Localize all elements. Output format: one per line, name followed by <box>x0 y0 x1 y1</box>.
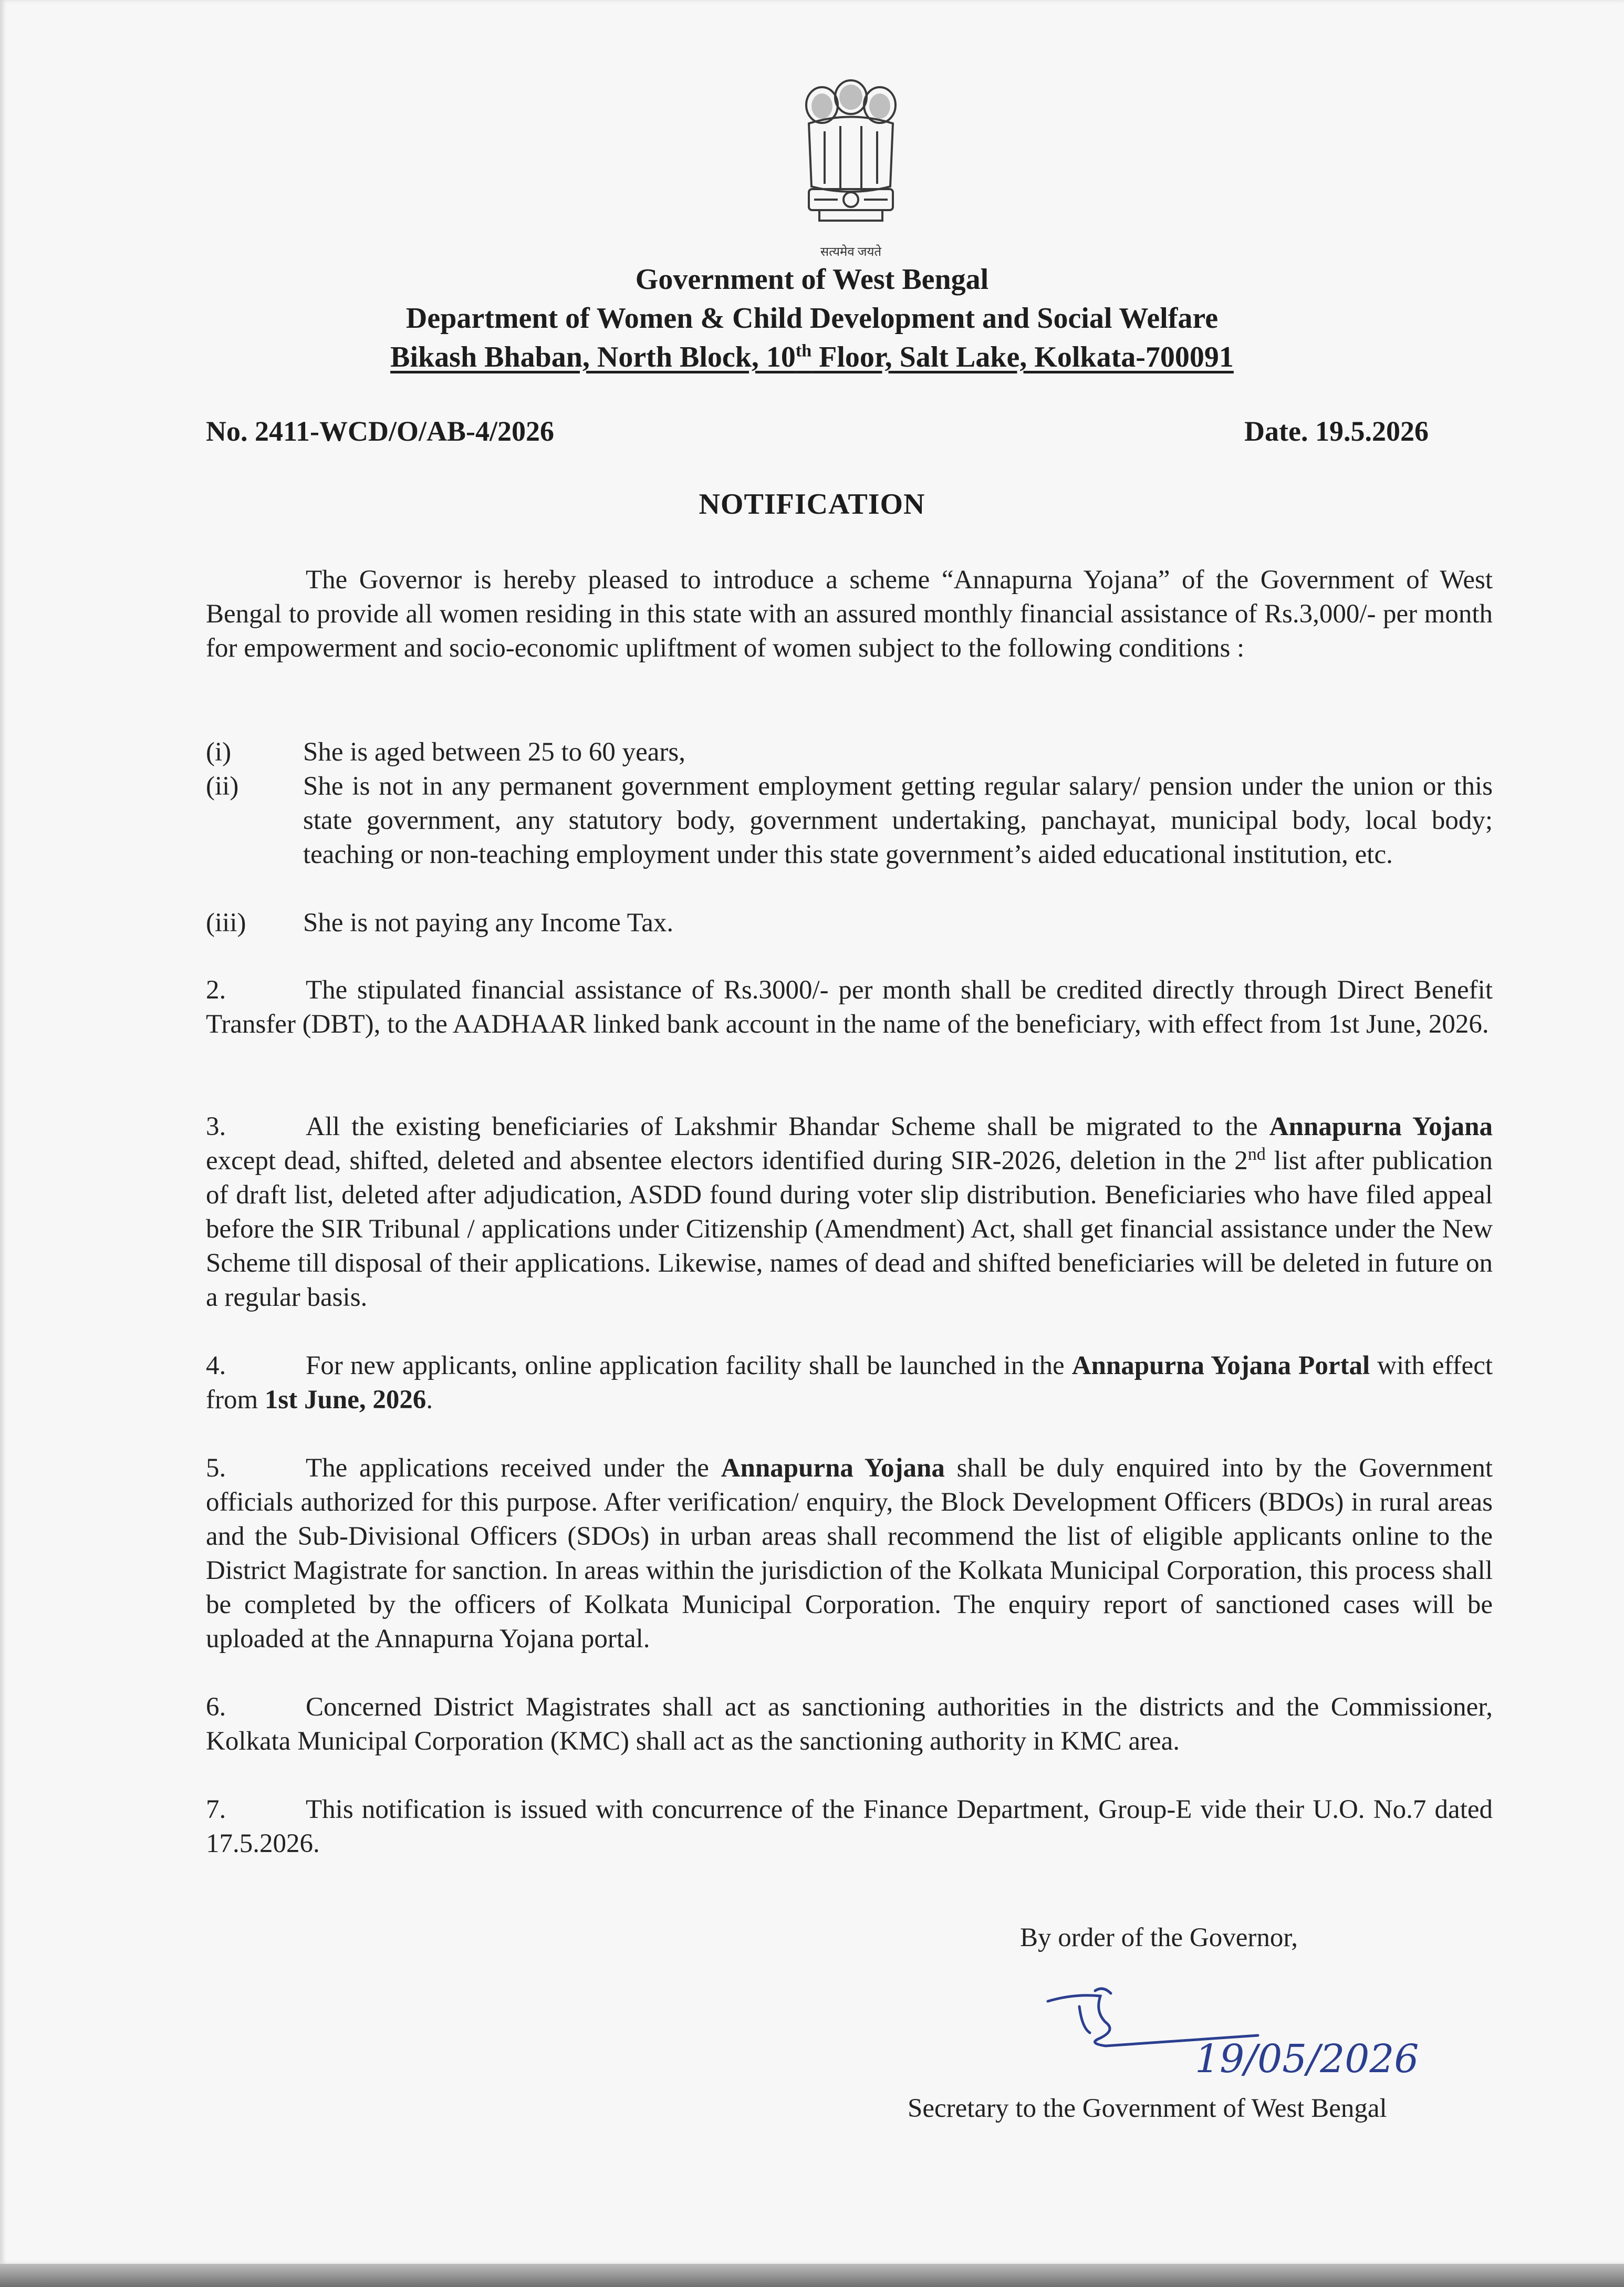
by-order-text: By order of the Governor, <box>1020 1923 1298 1952</box>
condition-item: (iii) She is not paying any Income Tax. <box>206 908 674 938</box>
paragraph-3: 3. All the existing beneficiaries of Lakshmir Bhandar Scheme shall be migrated to the Annapurna Yojana except dead, shifted, deleted and absentee electors identified during SIR-2026, deletion in the 2nd list after publication of draft list, deleted after adjudication, ASDD found during voter slip distribution. Beneficiaries who have filed appeal before the SIR Tribunal / applications under Citizenship (Amendment) Act, shall get financial assistance under the New Scheme till disposal of their applications. Likewise, names of dead and shifted beneficiaries will be deleted in future on a regular basis. <box>206 1112 1493 1312</box>
page-bottom-edge <box>0 2264 1624 2287</box>
paragraph-7: 7. This notification is issued with concurrence of the Finance Department, Group-E vide their U.O. No.7 dated 17.5.2026. <box>206 1795 1493 1858</box>
paragraph-2: 2. The stipulated financial assistance of Rs.3000/- per month shall be credited directly through Direct Benefit Transfer (DBT), to the AADHAAR linked bank account in the name of the beneficiary, with effect from 1st June, 2026. <box>206 975 1493 1039</box>
intro-paragraph: The Governor is hereby pleased to introduce a scheme “Annapurna Yojana” of the Government of West Bengal to provide all women residing in this state with an assured monthly financial assistance of Rs.3,000/- per month for empowerment and socio-economic upliftment of women subject to the following conditions : <box>206 565 1493 663</box>
condition-item: (i) She is aged between 25 to 60 years, <box>206 737 685 767</box>
government-name: Government of West Bengal <box>635 263 989 296</box>
notification-title: NOTIFICATION <box>699 488 925 521</box>
office-address: Bikash Bhaban, North Block, 10th Floor, Salt Lake, Kolkata-700091 <box>390 341 1234 373</box>
condition-item: (ii) She is not in any permanent government employment getting regular salary/ pension under the union or this state government, any statutory body, government undertaking, panchayat, municipal body, local body; teaching or non-teaching employment under this state government’s aided educational institution, etc. <box>206 772 1493 869</box>
memo-number: No. 2411-WCD/O/AB-4/2026 <box>206 415 555 447</box>
svg-text:19/05/2026: 19/05/2026 <box>1195 2036 1419 2082</box>
memo-date: Date. 19.5.2026 <box>1244 415 1429 447</box>
national-emblem-icon <box>788 74 914 247</box>
handwritten-signature <box>1037 1980 1436 2085</box>
signatory-designation: Secretary to the Government of West Bengal <box>908 2094 1387 2123</box>
paragraph-4: 4. For new applicants, online application facility shall be launched in the Annapurna Yojana Portal with effect from 1st June, 2026. <box>206 1351 1493 1415</box>
department-name: Department of Women & Child Development and Social Welfare <box>405 302 1219 335</box>
paragraph-5: 5. The applications received under the Annapurna Yojana shall be duly enquired into by the Government officials authorized for this purpose. After verification/ enquiry, the Block Development Officers (BDOs) in rural areas and the Sub-Divisional Officers (SDOs) in urban areas shall recommend the list of eligible applicants online to the District Magistrate for sanction. In areas within the jurisdiction of the Kolkata Municipal Corporation, this process shall be completed by the officers of Kolkata Municipal Corporation. The enquiry report of sanctioned cases will be uploaded at the Annapurna Yojana portal. <box>206 1453 1493 1654</box>
emblem-motto: सत्यमेव जयते <box>820 245 882 259</box>
paragraph-6: 6. Concerned District Magistrates shall act as sanctioning authorities in the districts and the Commissioner, Kolkata Municipal Corporation (KMC) shall act as the sanctioning authority in KMC area. <box>206 1692 1493 1756</box>
